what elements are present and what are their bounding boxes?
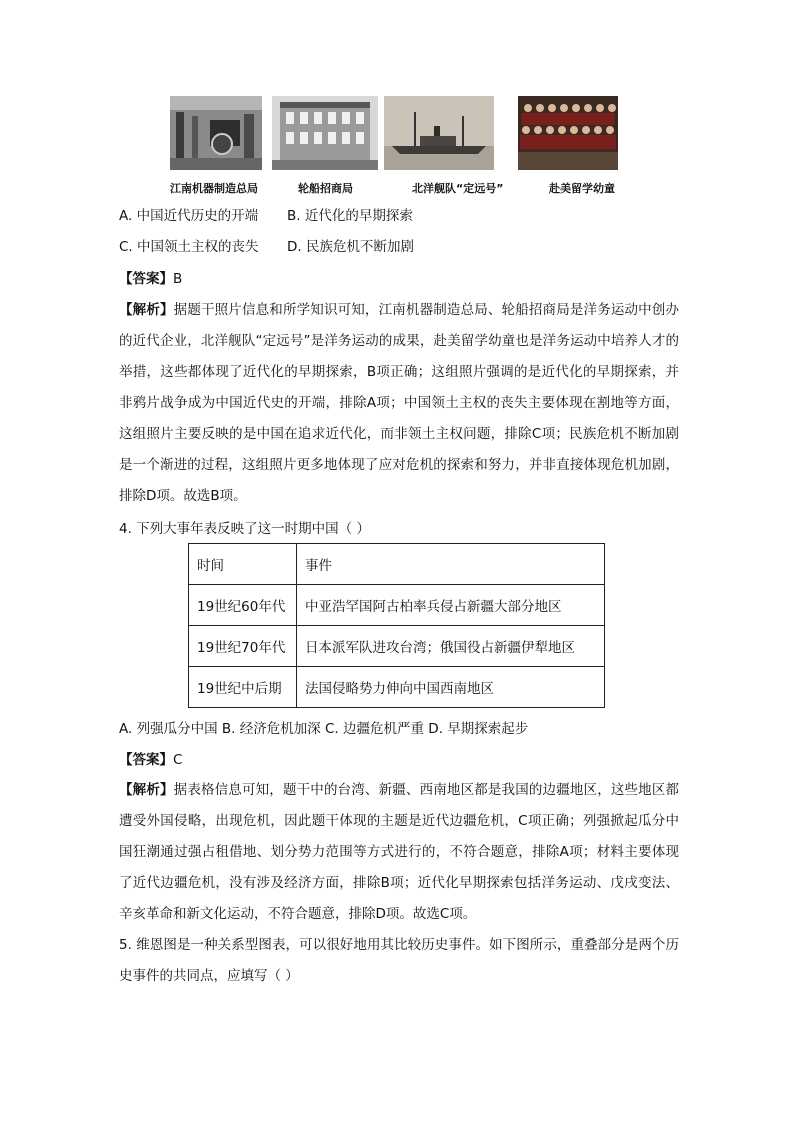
photo-row [168, 96, 628, 196]
table-row [189, 667, 605, 708]
table-header: 时间 [189, 544, 297, 585]
table-cell: 日本派军队进攻台湾；俄国役占新疆伊犁地区 [297, 626, 605, 667]
answer-tag: 【答案】 [119, 752, 173, 768]
table-header: 事件 [297, 544, 605, 585]
answer-value: C [173, 752, 183, 768]
analysis-tag: 【解析】 [119, 782, 174, 798]
option-a: A. 中国近代历史的开端 [119, 208, 259, 224]
table-cell: 19世纪70年代 [189, 626, 297, 667]
q4-options: A. 列强瓜分中国 B. 经济危机加深 C. 边疆危机严重 D. 早期探索起步 [119, 721, 529, 737]
q3-answer [119, 269, 182, 289]
option-c: C. 中国领土主权的丧失 [119, 239, 259, 255]
photo-caption: 赴美留学幼童 [549, 182, 615, 195]
students-photo [518, 96, 618, 170]
events-table [188, 543, 605, 708]
analysis-text: 据表格信息可知，题干中的台湾、新疆、西南地区都是我国的边疆地区，这些地区都遭受外国侵略，出现危机，因此题干体现的主题是近代边疆危机，C项正确；列强掀起瓜分中国狂潮通过强占租借地、划分势力范围等方式进行的，不符合题意，排除A项；材料主要体现了近代边疆危机，没有涉及经济方面，排除B项；近代化早期探索包括洋务运动、戊戌变法、辛亥革命和新文化运动，不符合题意，排除D项。故选C项。 [119, 782, 680, 922]
q4-answer [119, 750, 182, 770]
answer-value: B [173, 271, 183, 287]
photo-caption: 轮船招商局 [298, 182, 353, 195]
q3-analysis [119, 295, 679, 512]
q4-analysis [119, 775, 679, 930]
table-row [189, 585, 605, 626]
analysis-tag: 【解析】 [119, 302, 174, 318]
table-cell: 19世纪中后期 [189, 667, 297, 708]
option-b: B. 近代化的早期探索 [287, 208, 413, 224]
factory-photo [170, 96, 262, 170]
table-header-row [189, 544, 605, 585]
option-d: D. 民族危机不断加剧 [287, 239, 414, 255]
table-row [189, 626, 605, 667]
q3-options-line-1 [119, 206, 413, 226]
q3-options-line-2 [119, 237, 414, 257]
photo-caption: 江南机器制造总局 [170, 182, 258, 195]
q4-stem: 4. 下列大事年表反映了这一时期中国（ ） [119, 521, 370, 537]
answer-tag: 【答案】 [119, 271, 173, 287]
photo-caption: 北洋舰队“定远号” [412, 182, 504, 195]
table-cell: 19世纪60年代 [189, 585, 297, 626]
warship-photo [384, 96, 494, 170]
analysis-text: 据题干照片信息和所学知识可知，江南机器制造总局、轮船招商局是洋务运动中创办的近代企业，北洋舰队“定远号”是洋务运动的成果，赴美留学幼童也是洋务运动中培养人才的举措，这些都体现了近代化的早期探索，B项正确；这组照片强调的是近代化的早期探索，并非鸦片战争成为中国近代史的开端，排除A项；中国领土主权的丧失主要体现在割地等方面，这组照片主要反映的是中国在追求近代化，而非领土主权问题，排除C项；民族危机不断加剧是一个渐进的过程，这组照片更多地体现了应对危机的探索和努力，并非直接体现危机加剧，排除D项。故选B项。 [119, 302, 680, 504]
table-cell: 法国侵略势力伸向中国西南地区 [297, 667, 605, 708]
q5-stem: 5. 维恩图是一种关系型图表，可以很好地用其比较历史事件。如下图所示，重叠部分是两个历史事件的共同点，应填写（ ） [119, 937, 679, 984]
building-photo [272, 96, 378, 170]
table-cell: 中亚浩罕国阿古柏率兵侵占新疆大部分地区 [297, 585, 605, 626]
